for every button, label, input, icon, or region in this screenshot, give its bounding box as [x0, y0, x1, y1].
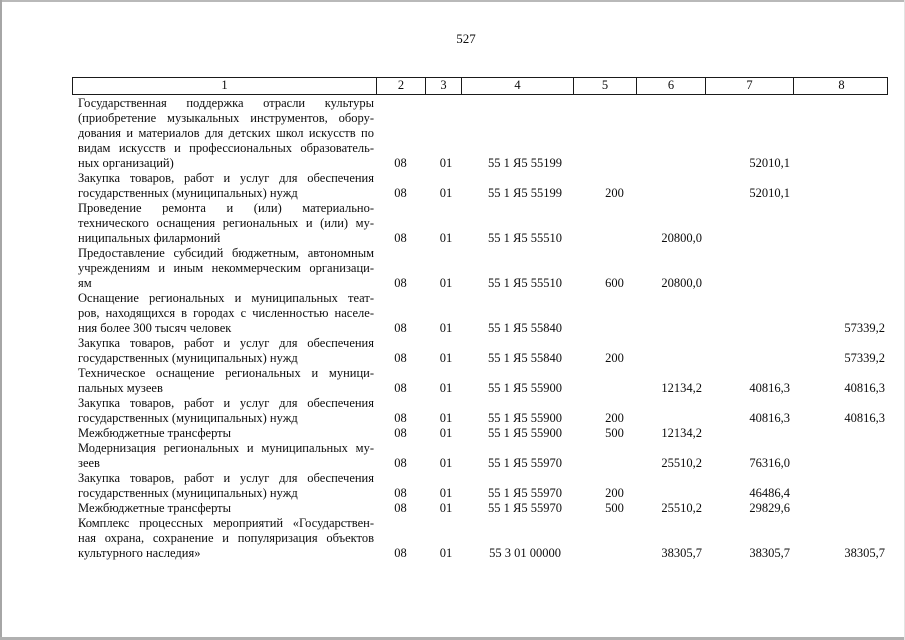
cell-subsection: 01: [439, 186, 453, 200]
name-line: (приобретение музыкальных инструментов, обору-: [78, 111, 374, 125]
cell-amount-year2: 52010,1: [749, 186, 790, 200]
cell-name: [72, 516, 376, 561]
table-row: [72, 441, 888, 471]
name-line: Техническое оснащение региональных и муници-: [78, 366, 374, 380]
cell-target-code: 55 1 Я5 55900: [488, 381, 562, 395]
name-line: Закупка товаров, работ и услуг для обеспечения: [78, 171, 374, 185]
cell-target-code: 55 1 Я5 55510: [488, 276, 562, 290]
header-col-1: 1: [73, 78, 377, 94]
cell-name: [72, 471, 376, 501]
cell-amount-year2: 40816,3: [749, 381, 790, 395]
cell-name: [72, 246, 376, 291]
cell-amount-year2: 29829,6: [749, 501, 790, 515]
cell-subsection: 01: [439, 501, 453, 515]
cell-name: [72, 396, 376, 426]
name-line: Закупка товаров, работ и услуг для обеспечения: [78, 396, 374, 410]
cell-name: [72, 201, 376, 246]
cell-name: [72, 501, 376, 516]
cell-amount-year2: 38305,7: [749, 546, 790, 560]
cell-section: 08: [394, 546, 407, 560]
cell-expense-type: 200: [605, 411, 624, 425]
table-row: [72, 366, 888, 396]
cell-target-code: 55 1 Я5 55970: [488, 486, 562, 500]
name-line: государственных (муниципальных) нужд: [78, 186, 298, 200]
cell-subsection: 01: [439, 486, 453, 500]
cell-target-code: 55 1 Я5 55199: [488, 186, 562, 200]
cell-amount-year1: 12134,2: [661, 426, 702, 440]
name-line: ям: [78, 276, 92, 290]
table-row: [72, 501, 888, 516]
cell-section: 08: [394, 426, 407, 440]
cell-name: [72, 441, 376, 471]
cell-section: 08: [394, 456, 407, 470]
table-row: [72, 396, 888, 426]
table-row: [72, 246, 888, 291]
name-line: Межбюджетные трансферты: [78, 426, 232, 440]
cell-target-code: 55 1 Я5 55900: [488, 411, 562, 425]
name-line: Проведение ремонта и (или) материально-: [78, 201, 374, 215]
table-row: [72, 426, 888, 441]
cell-amount-year1: 25510,2: [661, 501, 702, 515]
table-row: [72, 201, 888, 246]
budget-table: [72, 77, 888, 561]
name-line: Предоставление субсидий бюджетным, автономным: [78, 246, 374, 260]
name-line: Межбюджетные трансферты: [78, 501, 232, 515]
cell-name: [72, 96, 376, 171]
cell-name: [72, 171, 376, 201]
name-line: ния более 300 тысяч человек: [78, 321, 232, 335]
name-line: ров, находящихся в городах с численностью населе-: [78, 306, 374, 320]
cell-subsection: 01: [439, 546, 453, 560]
table-row: [72, 471, 888, 501]
cell-target-code: 55 1 Я5 55970: [488, 456, 562, 470]
name-line: культурного наследия»: [78, 546, 201, 560]
name-line: пальных музеев: [78, 381, 163, 395]
cell-section: 08: [394, 156, 407, 170]
cell-amount-year3: 38305,7: [844, 546, 885, 560]
cell-subsection: 01: [439, 276, 453, 290]
cell-amount-year3: 57339,2: [844, 351, 885, 365]
cell-section: 08: [394, 501, 407, 515]
cell-expense-type: 500: [605, 501, 624, 515]
cell-amount-year1: 38305,7: [661, 546, 702, 560]
page-edge-left: [0, 0, 2, 640]
cell-target-code: 55 1 Я5 55510: [488, 231, 562, 245]
name-line: дования и материалов для детских школ искусств по: [78, 126, 374, 140]
cell-amount-year3: 57339,2: [844, 321, 885, 335]
cell-expense-type: 500: [605, 426, 624, 440]
cell-amount-year1: 20800,0: [661, 276, 702, 290]
cell-amount-year3: 40816,3: [844, 381, 885, 395]
name-line: государственных (муниципальных) нужд: [78, 486, 298, 500]
cell-target-code: 55 1 Я5 55840: [488, 351, 562, 365]
cell-amount-year2: 46486,4: [749, 486, 790, 500]
cell-amount-year1: 20800,0: [661, 231, 702, 245]
table-row: [72, 291, 888, 336]
cell-subsection: 01: [439, 321, 453, 335]
name-line: государственных (муниципальных) нужд: [78, 351, 298, 365]
table-row: [72, 516, 888, 561]
table-row: [72, 96, 888, 171]
table-body: [72, 96, 888, 561]
table-row: [72, 336, 888, 366]
header-col-2: 2: [377, 78, 426, 94]
cell-amount-year1: 25510,2: [661, 456, 702, 470]
cell-amount-year2: 40816,3: [749, 411, 790, 425]
header-col-8: 8: [838, 78, 845, 92]
name-line: Государственная поддержка отрасли культуры: [78, 96, 374, 110]
header-col-3: 3: [426, 78, 462, 94]
name-line: Оснащение региональных и муниципальных теат-: [78, 291, 374, 305]
cell-expense-type: 200: [605, 351, 624, 365]
name-line: Закупка товаров, работ и услуг для обеспечения: [78, 471, 374, 485]
cell-subsection: 01: [439, 426, 453, 440]
page-edge-top: [0, 0, 905, 2]
header-col-4: 4: [462, 78, 574, 94]
cell-amount-year1: 12134,2: [661, 381, 702, 395]
table-header-row: [72, 77, 888, 95]
cell-section: 08: [394, 486, 407, 500]
name-line: Модернизация региональных и муниципальных му-: [78, 441, 374, 455]
cell-target-code: 55 1 Я5 55199: [488, 156, 562, 170]
cell-target-code: 55 1 Я5 55840: [488, 321, 562, 335]
header-col-6: 6: [637, 78, 706, 94]
cell-subsection: 01: [439, 156, 453, 170]
cell-amount-year2: 52010,1: [749, 156, 790, 170]
cell-subsection: 01: [439, 351, 453, 365]
name-line: ная охрана, сохранение и популяризация объектов: [78, 531, 374, 545]
name-line: государственных (муниципальных) нужд: [78, 411, 298, 425]
header-col-5: 5: [574, 78, 637, 94]
cell-expense-type: 200: [605, 186, 624, 200]
name-line: видам искусств и профессиональных образователь-: [78, 141, 374, 155]
cell-target-code: 55 1 Я5 55970: [488, 501, 562, 515]
cell-section: 08: [394, 186, 407, 200]
page-number: 527: [456, 31, 476, 46]
name-line: ных организаций): [78, 156, 174, 170]
cell-section: 08: [394, 411, 407, 425]
cell-name: [72, 426, 376, 441]
cell-section: 08: [394, 276, 407, 290]
cell-subsection: 01: [439, 381, 453, 395]
name-line: технического оснащения региональных и (или) му-: [78, 216, 374, 230]
cell-section: 08: [394, 351, 407, 365]
cell-subsection: 01: [439, 231, 453, 245]
cell-target-code: 55 3 01 00000: [489, 546, 561, 560]
name-line: ниципальных филармоний: [78, 231, 221, 245]
cell-amount-year3: 40816,3: [844, 411, 885, 425]
cell-subsection: 01: [439, 411, 453, 425]
cell-name: [72, 291, 376, 336]
table-row: [72, 171, 888, 201]
cell-section: 08: [394, 321, 407, 335]
cell-subsection: 01: [439, 456, 453, 470]
cell-expense-type: 600: [605, 276, 624, 290]
name-line: Комплекс процессных мероприятий «Государствен-: [78, 516, 374, 530]
cell-section: 08: [394, 381, 407, 395]
cell-name: [72, 336, 376, 366]
cell-amount-year2: 76316,0: [749, 456, 790, 470]
header-col-7: 7: [706, 78, 794, 94]
name-line: зеев: [78, 456, 100, 470]
cell-name: [72, 366, 376, 396]
cell-expense-type: 200: [605, 486, 624, 500]
name-line: учреждениям и иным некоммерческим организаци-: [78, 261, 374, 275]
cell-section: 08: [394, 231, 407, 245]
name-line: Закупка товаров, работ и услуг для обеспечения: [78, 336, 374, 350]
cell-target-code: 55 1 Я5 55900: [488, 426, 562, 440]
